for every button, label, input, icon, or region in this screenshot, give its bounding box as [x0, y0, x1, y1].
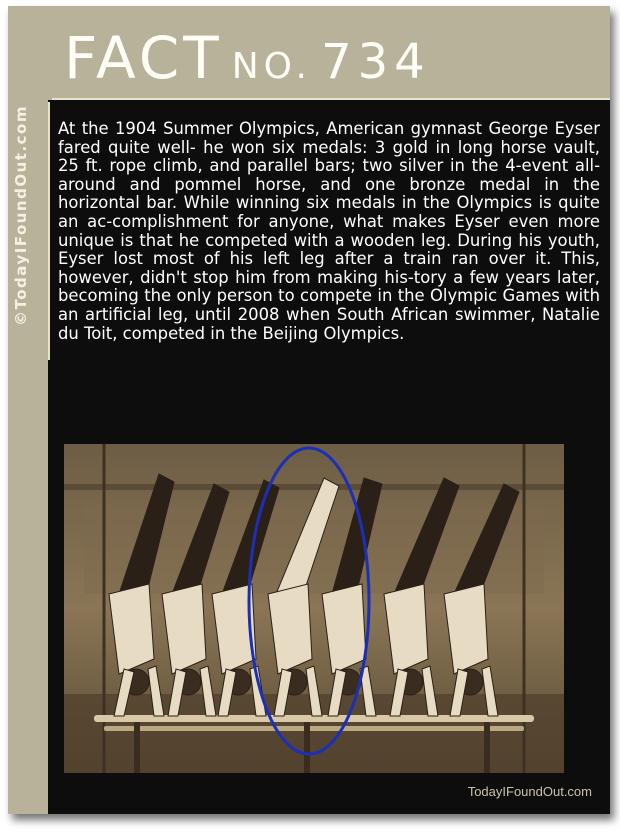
fact-title: [64, 24, 431, 92]
side-rule: [48, 102, 50, 360]
title-prefix: NO.: [231, 46, 312, 87]
footer-credit: TodayIFoundOut.com: [467, 784, 592, 799]
fact-card: [8, 6, 610, 814]
header-rule: [52, 98, 610, 100]
title-word: FACT: [64, 24, 223, 92]
gymnasts-photo: [64, 444, 564, 773]
fact-text: At the 1904 Summer Olympics, American gymnast George Eyser fared quite well- he won six medals: 3 gold in long horse vault, 25 ft. rope climb, and parallel bars; two silver in the 4-event all-around and pommel horse, and one bronze medal in the horizontal bar. While winning six medals in the Olympics is quite an ac-complishment for anyone, what makes Eyser even more unique is that he competed with a wooden leg. During his youth, Eyser lost most of his left leg after a train ran over it. This, however, didn't stop him from making his-tory a few years later, becoming the only person to compete in the Olympic Games with an artificial leg, until 2008 when South African swimmer, Natalie du Toit, competed in the Beijing Olympics.: [58, 119, 600, 343]
side-credit: ©TodayIFoundOut.com: [12, 105, 30, 326]
fact-number: 734: [321, 34, 431, 90]
